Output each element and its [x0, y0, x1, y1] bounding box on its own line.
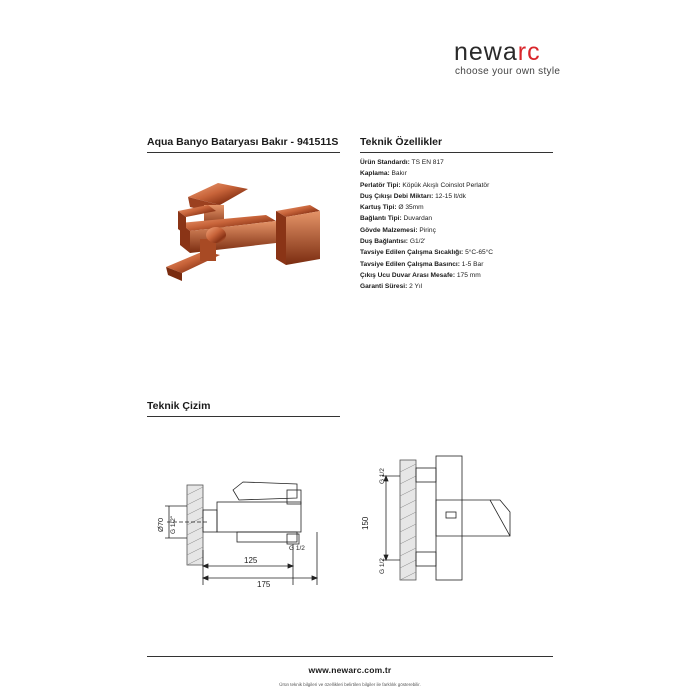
dim-g12-side-label: G 1/2" — [170, 515, 177, 534]
dim-70-label: Ø70 — [156, 517, 165, 532]
dim-150-label: 150 — [361, 516, 370, 530]
spec-value: 2 Yıl — [409, 283, 423, 291]
spec-value: 175 mm — [456, 271, 481, 279]
brand-slogan: choose your own style — [455, 66, 561, 77]
logo-accent: rc — [517, 38, 541, 66]
spec-item — [360, 202, 493, 213]
spec-key: Tavsiye Edilen Çalışma Sıcaklığı: — [360, 249, 464, 257]
spec-item — [360, 259, 493, 270]
spec-key: Çıkış Ucu Duvar Arası Mesafe: — [360, 271, 456, 279]
spec-value: Pirinç — [419, 226, 436, 234]
spec-item — [360, 157, 493, 168]
spec-item — [360, 168, 493, 179]
specs-title: Teknik Özellikler — [360, 136, 443, 148]
spec-value: TS EN 817 — [411, 159, 444, 166]
spec-key: Kartuş Tipi: — [360, 204, 397, 212]
faucet-product-image — [160, 175, 340, 295]
spec-value: G1/2' — [409, 238, 426, 246]
side-view-drawing — [147, 470, 347, 590]
spec-value: 12-15 lt/dk — [435, 192, 466, 200]
spec-key: Perlatör Tipi: — [360, 181, 401, 189]
brand-logo — [454, 38, 541, 67]
spec-item — [360, 247, 493, 258]
spec-item — [360, 281, 493, 292]
dim-g12-outlet-label: G 1/2 — [289, 545, 305, 552]
spec-key: Garanti Süresi: — [360, 283, 408, 291]
spec-key: Tavsiye Edilen Çalışma Basıncı: — [360, 260, 460, 268]
front-view-drawing — [360, 440, 560, 600]
spec-item — [360, 191, 493, 202]
spec-item — [360, 236, 493, 247]
spec-value: Duvardan — [403, 215, 433, 223]
spec-key: Duş Bağlantısı: — [360, 238, 408, 246]
dim-175-label: 175 — [257, 580, 271, 589]
spec-key: Kaplama: — [360, 170, 390, 178]
dim-125-label: 125 — [244, 556, 258, 565]
specs-title-divider — [360, 152, 553, 153]
spec-item — [360, 270, 493, 281]
spec-list — [360, 157, 493, 293]
drawing-title-divider — [147, 416, 340, 417]
spec-key: Duş Çıkışı Debi Miktarı: — [360, 192, 434, 200]
spec-key: Gövde Malzemesi: — [360, 226, 418, 234]
product-title: Aqua Banyo Bataryası Bakır - 941511S — [147, 136, 339, 148]
spec-key: Bağlantı Tipi: — [360, 215, 402, 223]
dim-g12-bottom-label: G 1/2 — [379, 558, 386, 574]
spec-item — [360, 180, 493, 191]
spec-item — [360, 225, 493, 236]
spec-value: Ø 35mm — [398, 204, 424, 212]
spec-value: Köpük Akışlı Coinslot Perlatör — [402, 181, 490, 189]
spec-key: Ürün Standardı: — [360, 159, 410, 166]
product-title-divider — [147, 152, 340, 153]
dim-g12-top-label: G 1/2 — [379, 468, 386, 484]
footer-disclaimer: Ürün teknik bilgileri ve özellikleri belirtilen bilgiler ile farklılık gösterebilir. — [279, 682, 421, 687]
spec-value: 5°C-65°C — [465, 249, 494, 257]
drawing-title: Teknik Çizim — [147, 400, 211, 412]
spec-value: Bakır — [391, 170, 407, 178]
spec-item — [360, 213, 493, 224]
footer-divider — [147, 656, 553, 657]
spec-value: 1-5 Bar — [461, 260, 484, 268]
footer-website-link[interactable]: www.newarc.com.tr — [308, 665, 392, 675]
logo-main: newa — [454, 38, 518, 66]
